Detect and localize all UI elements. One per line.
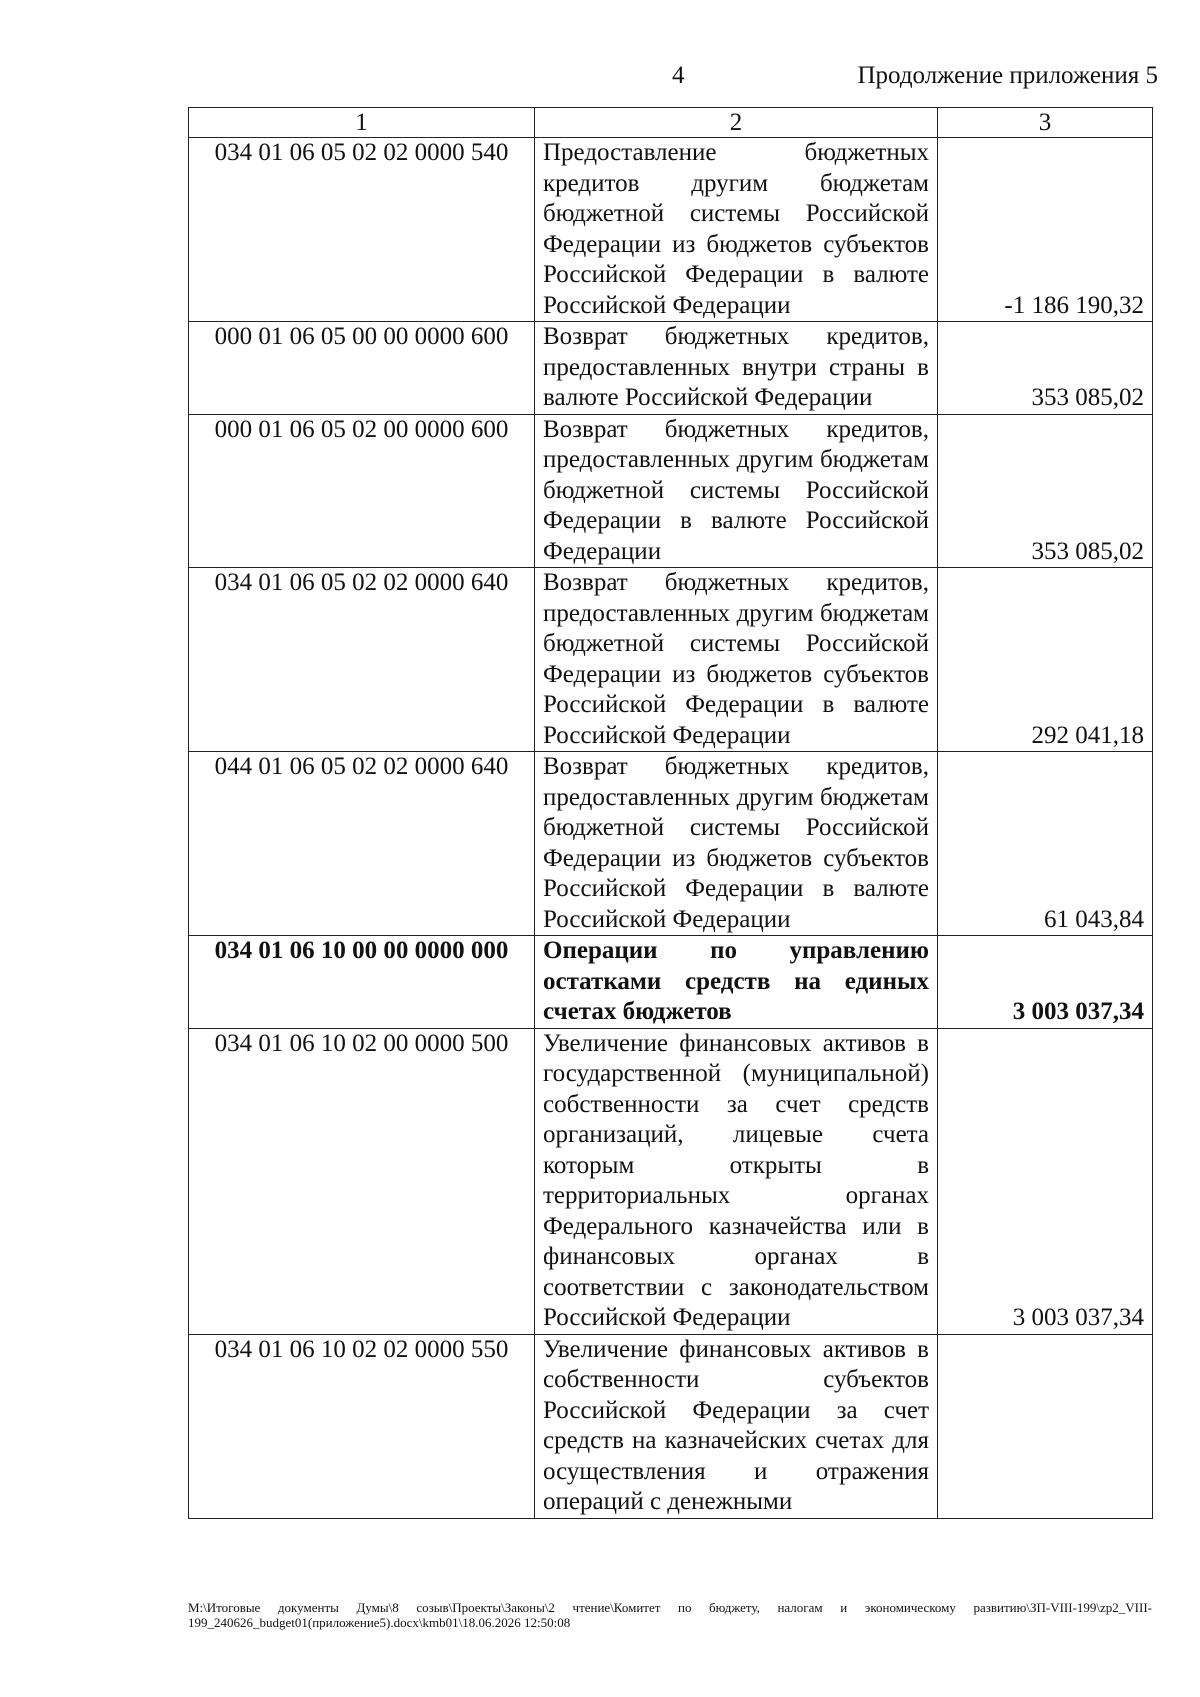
document-file-path: М:\Итоговые документы Думы\8 созыв\Проекты\Законы\2 чтение\Комитет по бюджету, налогам и экономическому развитию\ЗП-VIII-199\zp2_VIII-199_240626_budget01(приложение5).docx\kmb01\18.06.2026 12:50:08	[188, 1600, 1152, 1630]
row-code: 000 01 06 05 00 00 0000 600	[189, 322, 535, 415]
row-description: Возврат бюджетных кредитов, предоставленных внутри страны в валюте Российской Федерации	[535, 322, 938, 415]
row-code: 034 01 06 05 02 02 0000 640	[189, 568, 535, 752]
column-header-description: 2	[535, 108, 938, 138]
table-row	[189, 1028, 1153, 1334]
row-description: Увеличение финансовых активов в собственности субъектов Российской Федерации за счет средств на казначейских счетах для осуществления и отражения операций с денежными	[535, 1334, 938, 1518]
row-code: 044 01 06 05 02 02 0000 640	[189, 752, 535, 936]
row-amount: 3 003 037,34	[938, 936, 1153, 1029]
row-amount: 353 085,02	[938, 414, 1153, 568]
table-header-row	[189, 108, 1153, 138]
row-amount: 292 041,18	[938, 568, 1153, 752]
table-row	[189, 322, 1153, 415]
row-code: 000 01 06 05 02 00 0000 600	[189, 414, 535, 568]
row-description: Возврат бюджетных кредитов, предоставленных другим бюджетам бюджетной системы Российской Федерации из бюджетов субъектов Российской Федерации в валюте Российской Федерации	[535, 752, 938, 936]
table-row	[189, 568, 1153, 752]
column-header-amount: 3	[938, 108, 1153, 138]
row-code: 034 01 06 10 02 00 0000 500	[189, 1028, 535, 1334]
row-amount	[938, 1334, 1153, 1518]
row-description: Операции по управлению остатками средств на единых счетах бюджетов	[535, 936, 938, 1029]
row-amount: 353 085,02	[938, 322, 1153, 415]
table-row	[189, 752, 1153, 936]
column-header-code: 1	[189, 108, 535, 138]
table-row	[189, 1334, 1153, 1518]
budget-sources-table	[188, 107, 1153, 1519]
row-amount: 61 043,84	[938, 752, 1153, 936]
row-amount: 3 003 037,34	[938, 1028, 1153, 1334]
table-row	[189, 414, 1153, 568]
row-amount: -1 186 190,32	[938, 138, 1153, 322]
page-number: 4	[672, 62, 685, 89]
table-row	[189, 138, 1153, 322]
row-code: 034 01 06 05 02 02 0000 540	[189, 138, 535, 322]
row-code: 034 01 06 10 00 00 0000 000	[189, 936, 535, 1029]
row-description: Увеличение финансовых активов в государственной (муниципальной) собственности за счет средств организаций, лицевые счета которым открыты в территориальных органах Федерального казначейства или в финансовых органах в соответствии с законодательством Российской Федерации	[535, 1028, 938, 1334]
continuation-label: Продолжение приложения 5	[857, 62, 1158, 89]
table-row-subtotal	[189, 936, 1153, 1029]
row-description: Возврат бюджетных кредитов, предоставленных другим бюджетам бюджетной системы Российской Федерации из бюджетов субъектов Российской Федерации в валюте Российской Федерации	[535, 568, 938, 752]
row-description: Предоставление бюджетных кредитов другим бюджетам бюджетной системы Российской Федерации из бюджетов субъектов Российской Федерации в валюте Российской Федерации	[535, 138, 938, 322]
row-description: Возврат бюджетных кредитов, предоставленных другим бюджетам бюджетной системы Российской Федерации в валюте Российской Федерации	[535, 414, 938, 568]
row-code: 034 01 06 10 02 02 0000 550	[189, 1334, 535, 1518]
